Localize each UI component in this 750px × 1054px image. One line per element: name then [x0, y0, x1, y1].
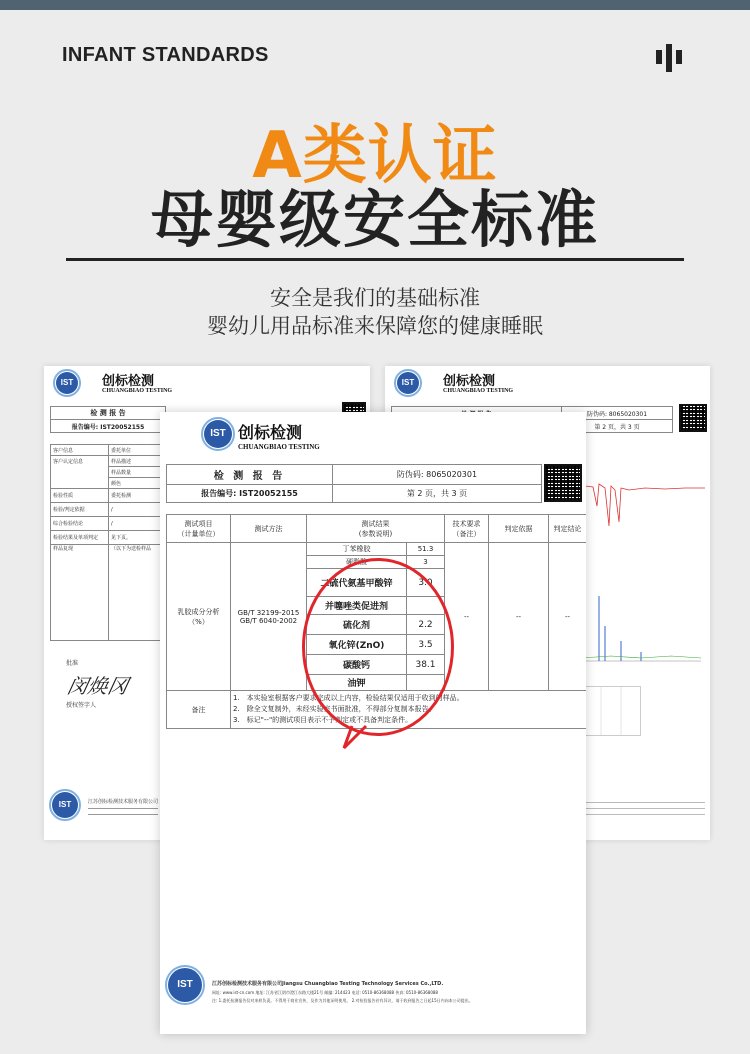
result-value: 2.2 [407, 615, 445, 635]
conclusion-value: -- [549, 543, 587, 691]
footer-notes: 注: 1.委托检测报告仅对来样负责。不得用于商业宣传，及作为其他证明使用。 2.对检验报告若有异议，请于收到报告之日起15日内向本公司提出。 [212, 998, 473, 1003]
result-name: 二硫代氨基甲酸锌 [307, 569, 407, 597]
result-name: 氧化锌(ZnO) [307, 635, 407, 655]
row-value: 委托单位 [109, 445, 166, 456]
ist-seal-icon: IST [168, 968, 202, 1002]
result-name: 丁苯橡胶 [307, 543, 407, 556]
row-label: 样品复现 [51, 545, 109, 641]
approve-label: 批准 [66, 660, 79, 667]
ist-logo-icon: IST [397, 372, 419, 394]
result-name: 硬脂酸 [307, 556, 407, 569]
result-value: 3 [407, 556, 445, 569]
lab-cn-name: 创标检测 [102, 374, 155, 389]
page-number: 第 2 页，共 3 页 [562, 420, 673, 433]
highlight-circle [302, 558, 454, 736]
row-label: 检验性质 [51, 489, 109, 503]
row-label [51, 478, 109, 489]
ist-seal-icon: IST [52, 792, 78, 818]
footer-company: 江苏创标检测技术服务有限公司 [88, 799, 159, 805]
report-header-table [50, 406, 166, 433]
result-value: 3.5 [407, 635, 445, 655]
row-value: / [109, 503, 166, 517]
brand-label: INFANT STANDARDS [62, 44, 269, 66]
result-value: 3.0 [407, 569, 445, 597]
result-value: 38.1 [407, 655, 445, 675]
report-header-table [166, 464, 542, 503]
result-name: 碳酸钙 [307, 655, 407, 675]
row-label: 客户信息 [51, 445, 109, 456]
header-result: 测试结果 (参数说明) [307, 515, 445, 543]
ist-logo-icon: IST [204, 420, 232, 448]
basis-value: -- [489, 543, 549, 691]
report-number: 报告编号: IST20052155 [51, 420, 166, 433]
result-name: 油钾 [307, 675, 407, 691]
qr-code-icon [679, 404, 707, 432]
client-info-table [50, 444, 166, 641]
remark-label: 备注 [167, 691, 231, 729]
anti-fake-code: 防伪码: 8065020301 [562, 407, 673, 420]
blank-chart-grid [581, 686, 641, 736]
row-value: 样品描述 [109, 456, 166, 467]
result-name: 硫化剂 [307, 615, 407, 635]
lab-cn-name: 创标检测 [443, 374, 496, 389]
headline-main: 母婴级安全标准 [150, 183, 599, 256]
brand-logo-icon [656, 44, 686, 72]
remark-line: 1. 本实验室根据客户要求完成以上内容，检验结果仅适用于收到的样品。 [233, 694, 464, 702]
row-value: 见下页。 [109, 531, 166, 545]
spectrum-chart-image [585, 476, 705, 536]
row-value: 委托检测 [109, 489, 166, 503]
header-requirement: 技术要求 （备注） [445, 515, 489, 543]
lab-en-name: CHUANGBIAO TESTING [102, 388, 173, 394]
row-value: 颜色 [109, 478, 166, 489]
signature: 闵焕冈 [65, 674, 131, 698]
row-value: / [109, 517, 166, 531]
ist-logo-icon: IST [56, 372, 78, 394]
report-title: 检 测 报 告 [167, 465, 333, 485]
report-number: 报告编号: IST20052155 [167, 485, 333, 503]
report-page-2 [160, 412, 586, 1034]
lab-en-name: CHUANGBIAO TESTING [443, 388, 514, 394]
title-divider [66, 258, 684, 261]
footer-company: 江苏创标检测技术服务有限公司Jiangsu Chuangbiao Testing Technology Services Co.,LTD. [212, 981, 444, 987]
page-number: 第 2 页，共 3 页 [333, 485, 542, 503]
highlight-pointer [330, 724, 370, 750]
lab-cn-name: 创标检测 [238, 423, 303, 442]
remark-line: 3. 标记"--"的测试项目表示不予判定或不具备判定条件。 [233, 716, 413, 724]
subtitle-line-2: 婴幼儿用品标准来保障您的健康睡眠 [207, 314, 543, 338]
qr-code-icon [544, 464, 582, 502]
row-value: 样品数量 [109, 467, 166, 478]
test-methods: GB/T 32199-2015 GB/T 6040-2002 [231, 543, 307, 691]
result-name: 并噻唑类促进剂 [307, 597, 407, 615]
row-value: （以下为送检样品 [109, 545, 166, 641]
row-label: 检验结果及单项判定 [51, 531, 109, 545]
result-value: 51.3 [407, 543, 445, 556]
row-label: 检验/判定依据 [51, 503, 109, 517]
header-basis: 判定依据 [489, 515, 549, 543]
footer-contact: 网址: www.ist-cn.com 地址: 江苏省江阴市澄江东路大楼21号 邮编: 214423 电话: 0510-86368088 传真: 0510-86368088 [212, 990, 438, 995]
remark-line: 2. 除全文复制外，未经实验室书面批准，不得部分复制本报告。 [233, 705, 436, 713]
subtitle-line-1: 安全是我们的基础标准 [270, 286, 480, 310]
top-accent-bar [0, 0, 750, 10]
header-method: 测试方法 [231, 515, 307, 543]
headline-accent: A类认证 [252, 119, 498, 193]
element-chart-image [581, 586, 701, 666]
requirement-value: -- [445, 543, 489, 691]
anti-fake-code: 防伪码: 8065020301 [333, 465, 542, 485]
item-name: 乳胶成分分析 （%） [167, 543, 231, 691]
signer-label: 授权签字人 [66, 702, 97, 709]
header-conclusion: 判定结论 [549, 515, 587, 543]
report-title: 检 测 报 告 [51, 407, 166, 420]
row-label: 客户认定信息 [51, 456, 109, 467]
row-label: 综合检验结论 [51, 517, 109, 531]
row-label [51, 467, 109, 478]
lab-en-name: CHUANGBIAO TESTING [238, 443, 320, 451]
header-item: 测试项目 （计量单位） [167, 515, 231, 543]
